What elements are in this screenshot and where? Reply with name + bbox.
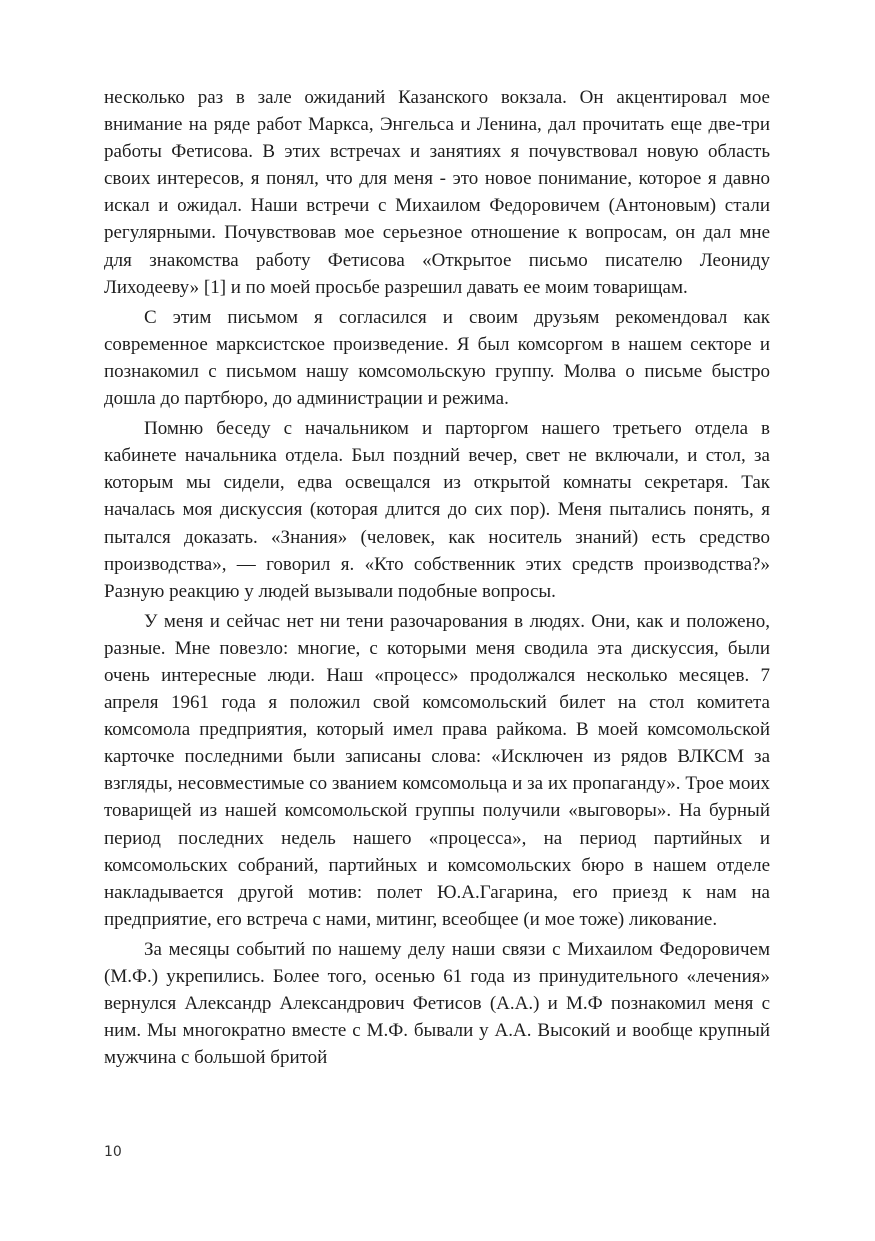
paragraph: За месяцы событий по нашему делу наши связи с Михаилом Федоровичем (М.Ф.) укрепились. Более того, осенью 61 года из принудительного «лечения» вернулся Александр Александрович Фетисов (А.А.) и М.Ф познакомил меня с ним. Мы многократно вместе с М.Ф. бывали у А.А. Высокий и вообще крупный мужчина с большой бритой xyxy=(104,938,770,1069)
paragraph: Помню беседу с начальником и парторгом нашего третьего отдела в кабинете начальника отдела. Был поздний вечер, свет не включали, и стол, за которым мы сидели, едва освещался из открытой комнаты секретаря. Так началась моя дискуссия (которая длится до сих пор). Меня пытались понять, я пытался доказать. «Знания» (человек, как носитель знаний) есть средство производства», — говорил я. «Кто собственник этих средств производства?» Разную реакцию у людей вызывали подобные вопросы. xyxy=(104,418,770,602)
document-body xyxy=(104,84,770,1074)
paragraph: У меня и сейчас нет ни тени разочарования в людях. Они, как и положено, разные. Мне повезло: многие, с которыми меня сводила эта дискуссия, были очень интересные люди. Наш «процесс» продолжался несколько месяцев. 7 апреля 1961 года я положил свой комсомольский билет на стол комитета комсомола предприятия, который имел права райкома. В моей комсомольской карточке последними были записаны слова: «Исключен из рядов ВЛКСМ за взгляды, несовместимые со званием комсомольца и за их пропаганду». Трое моих товарищей из нашей комсомольской группы получили «выговоры». На бурный период последних недель нашего «процесса», на период партийных и комсомольских собраний, партийных и комсомольских бюро в нашем отделе накладывается другой мотив: полет Ю.А.Гагарина, его приезд к нам на предприятие, его встреча с нами, митинг, всеобщее (и мое тоже) ликование. xyxy=(104,610,770,930)
paragraph: несколько раз в зале ожиданий Казанского вокзала. Он акцентировал мое внимание на ряде работ Маркса, Энгельса и Ленина, дал прочитать еще две-три работы Фетисова. В этих встречах и занятиях я почувствовал новую область своих интересов, я понял, что для меня - это новое понимание, которое я давно искал и ожидал. Наши встречи с Михаилом Федоровичем (Антоновым) стали регулярными. Почувствовав мое серьезное отношение к вопросам, он дал мне для знакомства работу Фетисова «Открытое письмо писателю Леониду Лиходееву» [1] и по моей просьбе разрешил давать ее моим товарищам. xyxy=(104,87,770,298)
page-number: 10 xyxy=(104,1144,122,1160)
paragraph: С этим письмом я согласился и своим друзьям рекомендовал как современное марксистское произведение. Я был комсоргом в нашем секторе и познакомил с письмом нашу комсомольскую группу. Молва о письме быстро дошла до партбюро, до администрации и режима. xyxy=(104,306,770,410)
